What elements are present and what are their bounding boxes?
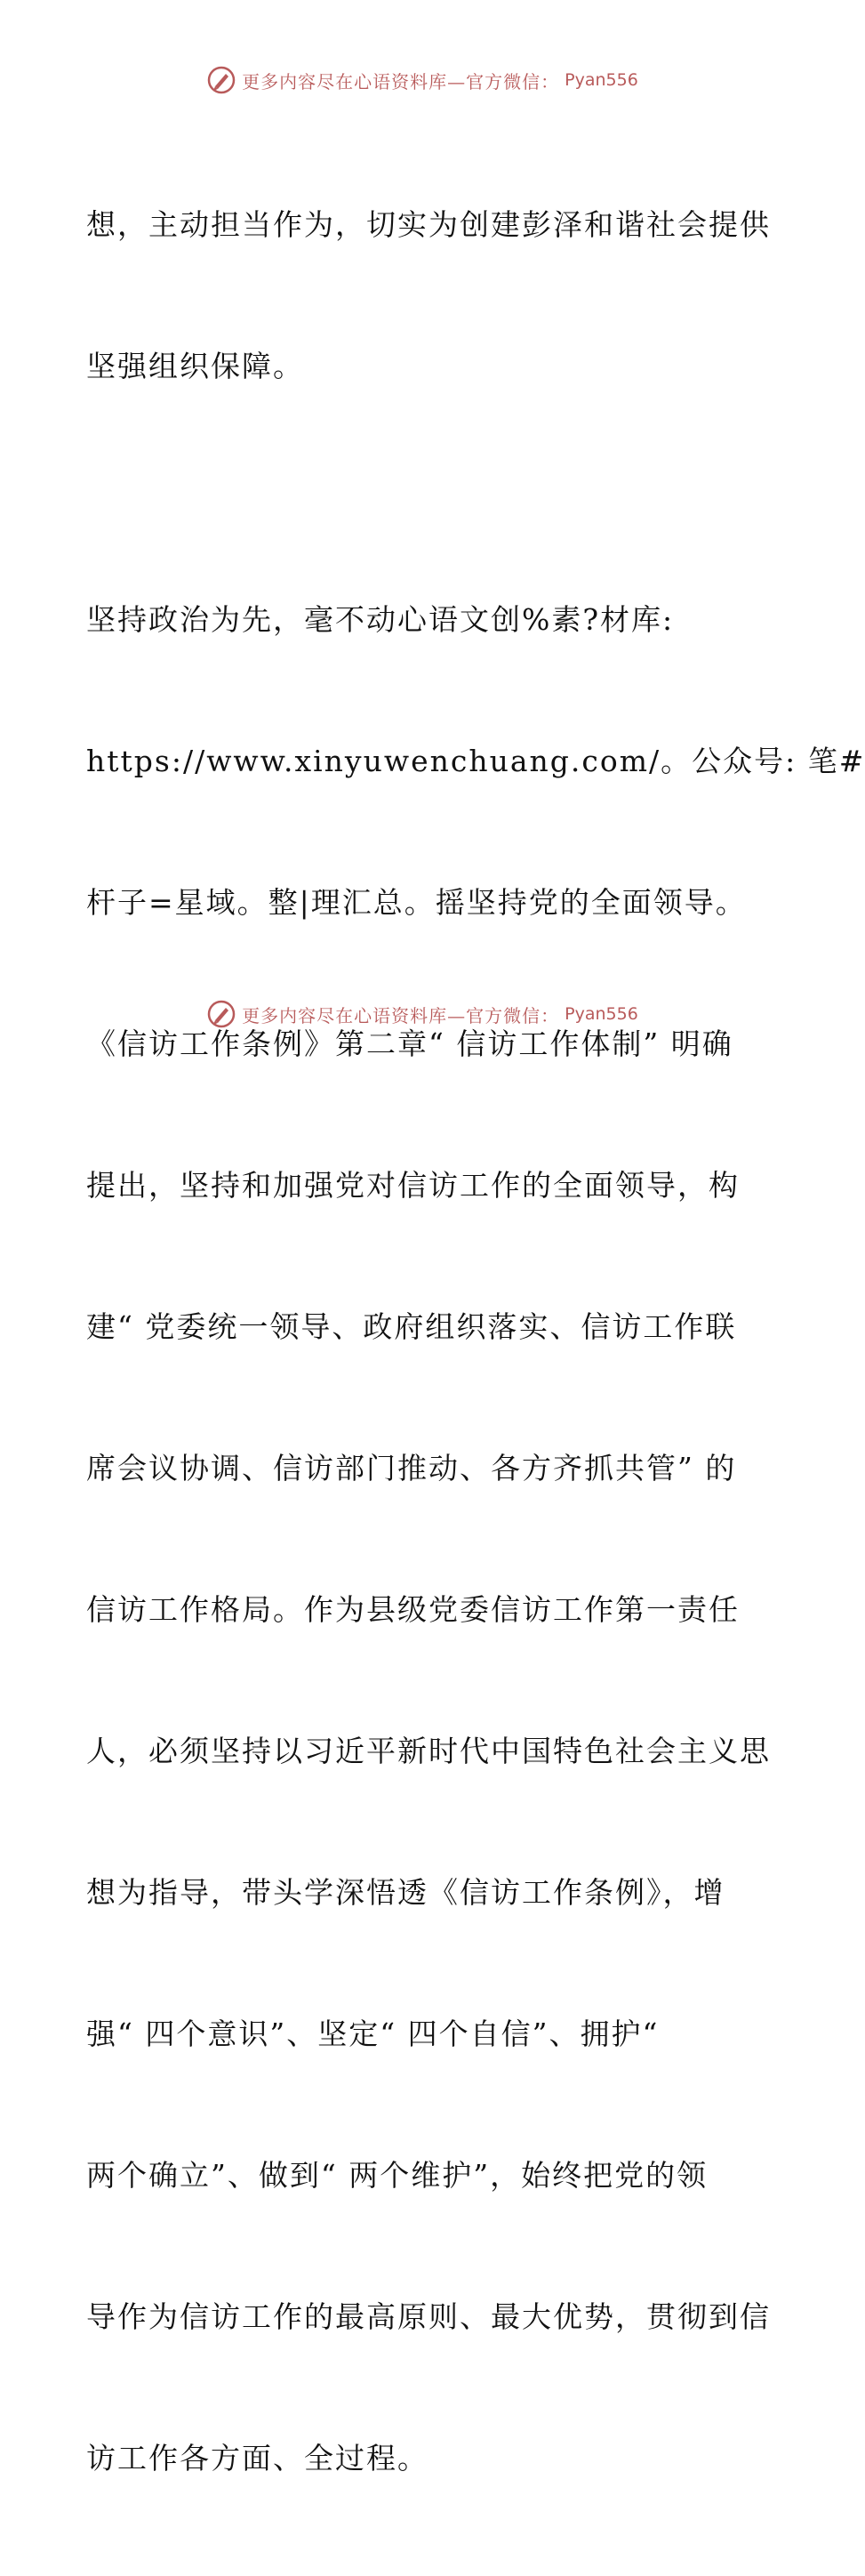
footer-banner-text: 更多内容尽在心语资料库—官方微信：: [242, 1004, 560, 1026]
footer-banner: [0, 996, 845, 1032]
footer-banner-contact: Pyan556: [565, 1004, 638, 1024]
text-line-url: https://www.xinyuwenchuang.com/。公众号: 笔#: [86, 744, 865, 778]
pen-logo-icon: [206, 999, 236, 1029]
text-line: 想，主动担当作为，切实为创建彭泽和谐社会提供: [86, 207, 771, 242]
text-line: 强“ 四个意识”、坚定“ 四个自信”、拥护“: [86, 2017, 660, 2051]
header-banner: [0, 62, 845, 98]
text-line: 想为指导，带头学深悟透《信访工作条例》，增: [86, 1875, 725, 1910]
text-line: 访工作各方面、全过程。: [86, 2441, 428, 2475]
text-line: 杆子=星域。整|理汇总。摇坚持党的全面领导。: [86, 885, 747, 920]
text-line: 建“ 党委统一领导、政府组织落实、信访工作联: [86, 1309, 737, 1344]
text-line: 坚持政治为先，毫不动心语文创%素?材库:: [86, 602, 675, 637]
header-banner-contact: Pyan556: [565, 70, 638, 90]
text-line: 《信访工作条例》第二章“ 信访工作体制” 明确: [86, 1026, 733, 1061]
header-banner-text: 更多内容尽在心语资料库—官方微信：: [242, 70, 560, 93]
pen-logo-icon: [206, 65, 236, 95]
text-line: 导作为信访工作的最高原则、最大优势，贯彻到信: [86, 2299, 771, 2334]
text-line: 两个确立”、做到“ 两个维护”，始终把党的领: [86, 2158, 709, 2193]
document-body: [86, 107, 865, 2576]
text-line: 席会议协调、信访部门推动、各方齐抓共管” 的: [86, 1451, 737, 1485]
text-line: 提出，坚持和加强党对信访工作的全面领导，构: [86, 1168, 740, 1203]
paragraph: [86, 502, 865, 2576]
text-line: 人，必须坚持以习近平新时代中国特色社会主义思: [86, 1734, 771, 1768]
text-line: 坚强组织保障。: [86, 349, 304, 383]
paragraph: [86, 107, 771, 484]
text-line: 信访工作格局。作为县级党委信访工作第一责任: [86, 1592, 740, 1627]
